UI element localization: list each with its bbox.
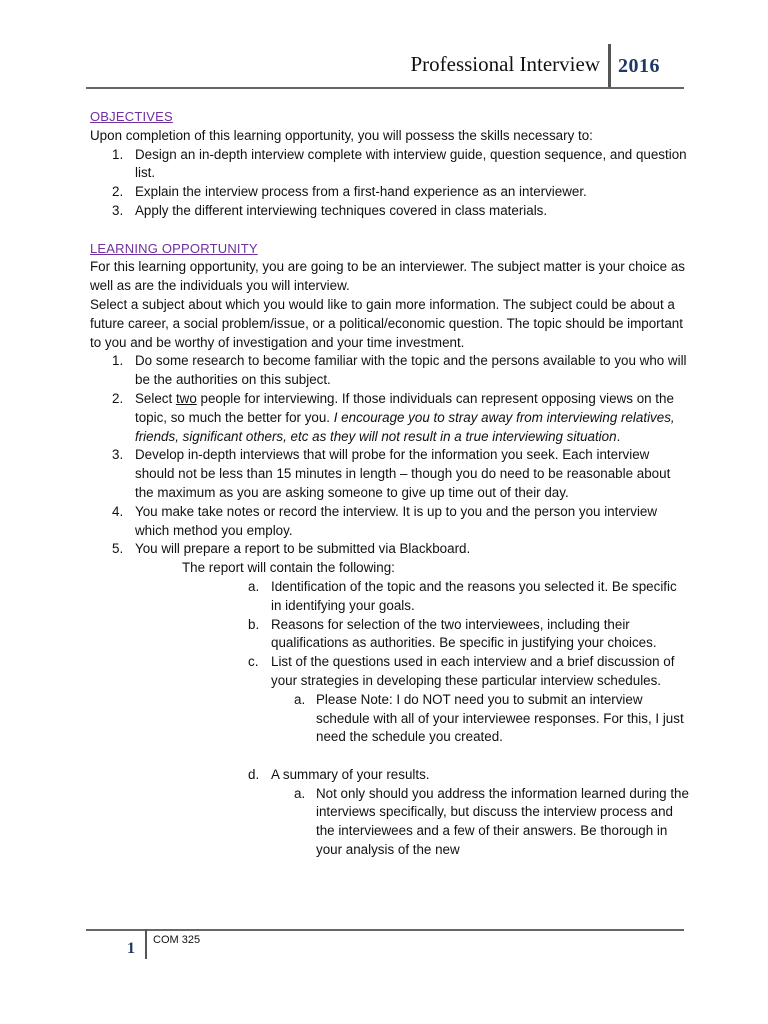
list-number: 2. xyxy=(112,184,124,200)
list-number: 2. xyxy=(112,390,124,406)
list-item-text: Reasons for selection of the two interviewees, including their qualifications as authorities. Be specific in justifying your choices. xyxy=(271,616,657,651)
objectives-heading: OBJECTIVES xyxy=(90,109,173,124)
list-letter: a. xyxy=(294,785,306,801)
list-item-text: Explain the interview process from a first-hand experience as an interviewer. xyxy=(135,184,587,200)
list-number: 3. xyxy=(112,447,124,463)
task-item xyxy=(90,446,690,502)
list-number: 5. xyxy=(112,541,124,557)
report-item xyxy=(90,578,690,616)
course-code: COM 325 xyxy=(153,934,201,946)
objective-item xyxy=(90,183,690,202)
list-item-text: people for interviewing. If those individuals can represent opposing views on the topic, so much the better for you. xyxy=(135,390,674,425)
document-year: 2016 xyxy=(618,55,660,77)
list-item-text: You make take notes or record the interview. It is up to you and the person you interview which method you employ. xyxy=(135,503,658,538)
list-item-text: Do some research to become familiar with the topic and the persons available to you who will be the authorities on this subject. xyxy=(135,353,687,388)
list-letter: a. xyxy=(294,691,306,707)
list-item-text: Develop in-depth interviews that will probe for the information you seek. Each interview should not be less than 15 minutes in length – though you do need to be reasonable about the maximum as you are asking someone to give up time out of their day. xyxy=(135,447,671,500)
task-item xyxy=(90,352,690,390)
report-item xyxy=(90,653,690,691)
list-item-text: Please Note: I do NOT need you to submit an interview schedule with all of your interviewee responses. For this, I just need the schedule you created. xyxy=(316,691,684,745)
task-item xyxy=(90,503,690,541)
list-item-text: Apply the different interviewing techniques covered in class materials. xyxy=(135,202,548,218)
footer-divider xyxy=(145,929,147,959)
list-item-text: . xyxy=(616,428,621,444)
report-item xyxy=(90,766,690,785)
list-number: 1. xyxy=(112,146,124,162)
list-letter: b. xyxy=(248,616,260,632)
list-item-text: Not only should you address the information learned during the interviews specifically, but discuss the interview process and the interviewees and a few of their answers. Be thorough in your analysis of the new xyxy=(316,785,689,858)
list-number: 4. xyxy=(112,503,124,519)
document-body xyxy=(90,108,690,860)
list-item-text: A summary of your results. xyxy=(271,766,430,782)
list-number: 3. xyxy=(112,202,124,218)
emphasis-two: two xyxy=(175,390,197,406)
objective-item xyxy=(90,202,690,221)
report-subitem xyxy=(90,691,690,747)
learning-paragraph: For this learning opportunity, you are going to be an interviewer. The subject matter is your choice as well as are the individuals you will interview. xyxy=(90,259,685,294)
report-subitem xyxy=(90,785,690,860)
list-item-text: Select xyxy=(135,390,176,406)
list-item-text: List of the questions used in each interview and a brief discussion of your strategies in developing these particular interview schedules. xyxy=(271,654,675,688)
footer-rule xyxy=(86,929,684,931)
list-item-text: Identification of the topic and the reasons you selected it. Be specific in identifying your goals. xyxy=(271,578,677,613)
report-item xyxy=(90,616,690,654)
header-divider xyxy=(608,44,611,88)
header-rule xyxy=(86,87,684,89)
task-item xyxy=(90,540,690,559)
spacer xyxy=(90,747,690,766)
list-letter: a. xyxy=(248,578,260,594)
spacer xyxy=(90,221,690,240)
list-letter: d. xyxy=(248,766,260,782)
list-letter: c. xyxy=(248,654,259,670)
report-intro: The report will contain the following: xyxy=(182,560,395,576)
objective-item xyxy=(90,146,690,184)
italic-note: I encourage you to stray away from interviewing relatives, friends, significant others, etc as they will not result in a true interviewing situation xyxy=(135,409,675,444)
document-title: Professional Interview xyxy=(410,52,600,76)
list-item-text: Design an in-depth interview complete with interview guide, question sequence, and question list. xyxy=(135,146,687,181)
objectives-intro: Upon completion of this learning opportunity, you will possess the skills necessary to: xyxy=(90,127,593,143)
learning-opportunity-heading: LEARNING OPPORTUNITY xyxy=(90,240,258,256)
task-item xyxy=(90,390,690,446)
learning-paragraph: Select a subject about which you would like to gain more information. The subject could be about a future career, a social problem/issue, or a political/economic question. The topic should be important to you and be worthy of investigation and your time investment. xyxy=(90,296,683,350)
list-number: 1. xyxy=(112,353,124,369)
page-number: 1 xyxy=(127,940,135,957)
list-item-text: You will prepare a report to be submitted via Blackboard. xyxy=(135,541,471,557)
